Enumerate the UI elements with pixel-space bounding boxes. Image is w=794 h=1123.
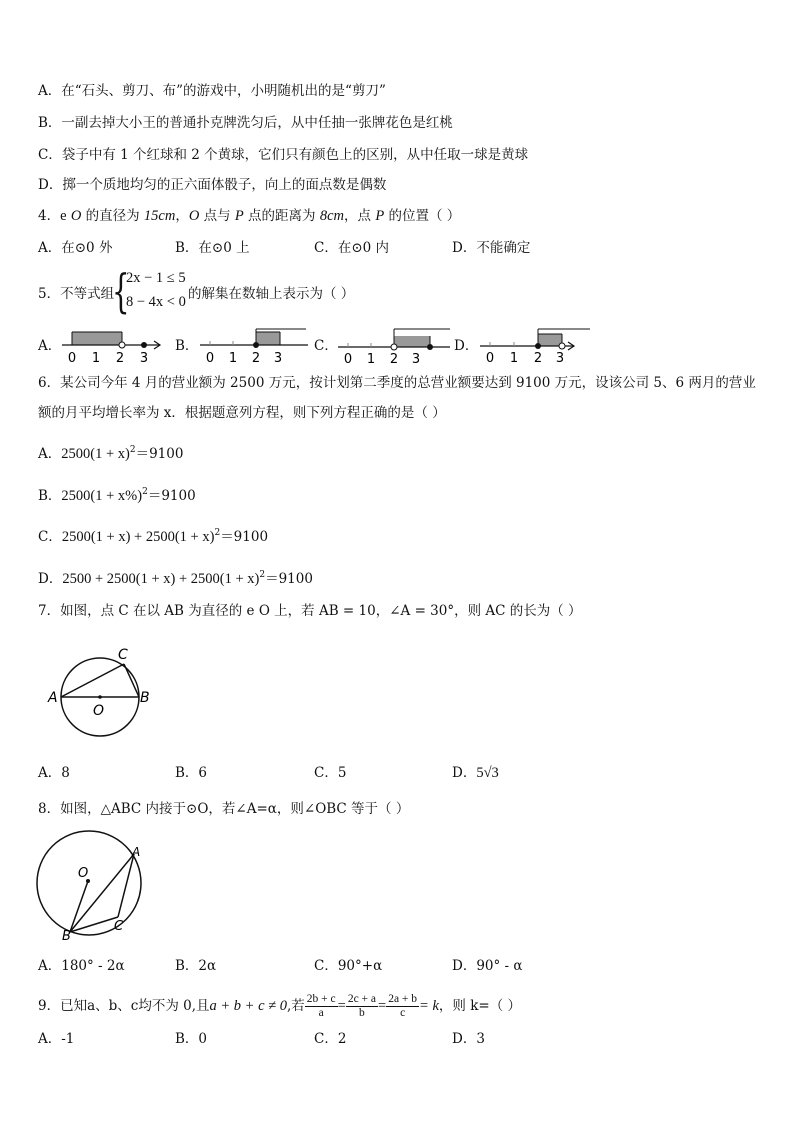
q6-option-c — [38, 523, 268, 547]
q6-option-d — [38, 565, 313, 589]
q8-option-a: A．180° - 2α — [38, 958, 125, 974]
q6-b-tail: ＝9100 — [147, 488, 196, 504]
q5-label-c: C． — [314, 338, 338, 354]
q8-radius-ob — [70, 881, 88, 932]
q5d-tick-2: 2 — [533, 351, 543, 366]
q8-label-c: C — [114, 919, 124, 934]
q9-eq-1: = — [337, 998, 346, 1014]
q7-option-b: B．6 — [175, 765, 208, 781]
q5d-open-point — [559, 343, 565, 349]
q9-f3-num: 2a + b — [388, 993, 418, 1005]
q5a-tick-0: 0 — [67, 351, 77, 366]
q9-option-a: A．-1 — [38, 1031, 75, 1047]
q5a-shaded-region — [72, 332, 122, 345]
q6-c-label: C． — [38, 529, 62, 545]
q6-b-label: B． — [38, 488, 62, 504]
q9-text-3: ，则 k=（ ） — [438, 998, 521, 1014]
q5b-tick-0: 0 — [205, 351, 215, 366]
q4-option-a: A．在⊙0 外 — [38, 240, 113, 256]
q5a-open-point — [119, 342, 125, 348]
q7-option-d — [452, 763, 499, 783]
q5d-shaded-region — [538, 334, 562, 346]
q5-numberline-c — [336, 322, 452, 366]
q8-label-b: B — [62, 929, 71, 944]
q7-figure — [40, 640, 166, 740]
q6-c-exp: 2 — [214, 528, 221, 538]
q6-a-expr: 2500(1 + x) — [61, 446, 130, 462]
q9-text-2: ,若 — [286, 998, 305, 1014]
q6-d-tail: ＝9100 — [265, 571, 313, 587]
q5-numberline-d — [478, 322, 594, 366]
q5c-tick-3: 3 — [411, 352, 421, 366]
q4-text-4: 点与 — [199, 208, 235, 224]
q9-f3-den: c — [400, 1007, 406, 1019]
q5a-tick-2: 2 — [115, 351, 125, 366]
q6-d-label: D． — [38, 571, 63, 587]
q6-a-label: A． — [38, 446, 62, 462]
q7-option-c: C．5 — [314, 765, 347, 781]
q4-text-6: ，点 — [344, 208, 376, 224]
q9-fraction-1 — [305, 993, 338, 1020]
q4-number: 4． — [38, 208, 61, 224]
q9-condition: a + b + c ≠ 0 — [209, 998, 287, 1014]
q9-option-d: D．3 — [452, 1031, 485, 1047]
q9-option-c: C．2 — [314, 1031, 347, 1047]
q7-label-b: B — [140, 690, 150, 706]
q8-label-o: O — [78, 866, 89, 881]
q4-p2: P — [375, 208, 385, 224]
q3-option-a: A．在“石头、剪刀、布”的游戏中，小明随机出的是“剪刀” — [38, 83, 386, 99]
q7-d-label: D． — [452, 765, 477, 781]
q5-label-d: D． — [454, 338, 479, 354]
q5c-tick-1: 1 — [366, 352, 376, 366]
q8-option-d: D．90° - α — [452, 958, 523, 974]
q5c-solid-point — [427, 344, 433, 350]
q5c-tick-0: 0 — [343, 352, 353, 366]
q7-label-c: C — [118, 647, 128, 663]
q9-fraction-2 — [346, 993, 378, 1020]
q5c-tick-2: 2 — [389, 352, 399, 366]
q8-circle — [37, 831, 141, 935]
q7-option-a: A．8 — [38, 765, 70, 781]
q6-a-tail: ＝9100 — [135, 446, 184, 462]
q5-ineq-2: 8 − 4x < 0 — [126, 294, 186, 310]
q5b-shaded-region — [256, 332, 280, 345]
q4-option-b: B．在⊙0 上 — [175, 240, 250, 256]
q6-a-exp: 2 — [129, 445, 136, 455]
q5a-tick-3: 3 — [139, 351, 149, 366]
q9-option-b: B．0 — [175, 1031, 208, 1047]
q5b-tick-1: 1 — [228, 351, 238, 366]
q9-stem — [38, 988, 521, 1024]
q5-brace: { — [112, 264, 130, 318]
q4-o2: O — [188, 208, 200, 224]
q5-label-b: B． — [175, 338, 199, 354]
q8-option-c: C．90°+α — [314, 958, 383, 974]
q6-d-exp: 2 — [259, 570, 266, 580]
q5d-tick-3: 3 — [555, 351, 565, 366]
q6-b-expr: 2500(1 + x%) — [61, 488, 143, 504]
q5-inequality-system — [112, 264, 192, 318]
q6-c-tail: ＝9100 — [220, 529, 269, 545]
q5b-tick-3: 3 — [273, 351, 283, 366]
q5c-shaded-region — [394, 336, 430, 347]
q7-label-o: O — [93, 703, 105, 719]
q4-p: P — [234, 208, 244, 224]
q8-figure — [36, 828, 146, 946]
q4-option-c: C．在⊙0 内 — [314, 240, 390, 256]
q5a-solid-point — [141, 342, 147, 348]
q6-stem-line-1: 6．某公司今年 4 月的营业额为 2500 万元，按计划第二季度的总营业额要达到 9100 万元，设该公司 5、6 两月的营业 — [38, 375, 756, 391]
q4-distance: 8cm — [319, 208, 345, 224]
q6-option-a — [38, 440, 183, 464]
q6-c-expr: 2500(1 + x) + 2500(1 + x) — [61, 529, 215, 545]
q7-center-point — [98, 695, 102, 699]
q7-chord-ac — [61, 664, 124, 697]
q5a-tick-1: 1 — [91, 351, 101, 366]
q5c-open-point — [391, 344, 397, 350]
q7-stem: 7．如图，点 C 在以 AB 为直径的 e O 上，若 AB = 10，∠A = 30°，则 AC 的长为（ ） — [38, 603, 582, 619]
q5-prefix: 5．不等式组 — [38, 286, 115, 302]
q3-option-d: D．掷一个质地均匀的正六面体骰子，向上的面点数是偶数 — [38, 177, 387, 193]
q5d-solid-point — [535, 343, 541, 349]
q5-label-a: A． — [38, 338, 62, 354]
q4-option-d: D．不能确定 — [452, 240, 531, 256]
q5d-tick-1: 1 — [509, 351, 519, 366]
q4-text-3: ， — [175, 208, 189, 224]
q7-d-value: 5√3 — [476, 765, 499, 781]
q7-chord-cb — [124, 664, 139, 697]
q5b-tick-2: 2 — [251, 351, 261, 366]
q8-label-a: A — [132, 845, 141, 859]
q5-suffix: 的解集在数轴上表示为（ ） — [188, 286, 355, 302]
q6-option-b — [38, 482, 196, 506]
q7-label-a: A — [48, 690, 58, 706]
q6-stem-line-2: 额的月平均增长率为 x．根据题意列方程，则下列方程正确的是（ ） — [38, 405, 446, 421]
q3-option-c: C．袋子中有 1 个红球和 2 个黄球，它们只有颜色上的区别，从中任取一球是黄球 — [38, 147, 529, 163]
q6-b-exp: 2 — [142, 487, 148, 497]
q6-d-expr: 2500 + 2500(1 + x) + 2500(1 + x) — [62, 571, 260, 587]
q4-diameter: 15cm — [143, 208, 176, 224]
q9-f2-den: b — [359, 1007, 365, 1019]
q5-numberline-a — [60, 322, 165, 366]
q9-f1-num: 2b + c — [306, 993, 336, 1005]
q5b-solid-point — [253, 342, 259, 348]
q4-circle-symbol: e — [60, 208, 67, 224]
q8-stem: 8．如图，△ABC 内接于⊙O，若∠A=α，则∠OBC 等于（ ） — [38, 801, 410, 817]
q9-eq-2: = — [378, 998, 387, 1014]
q8-option-b: B．2α — [175, 958, 217, 974]
q5d-tick-0: 0 — [485, 351, 495, 366]
q9-equals-k: = k — [419, 998, 439, 1014]
q4-text-2: 的直径为 — [81, 208, 144, 224]
q9-f2-num: 2c + a — [347, 993, 377, 1005]
q4-text-5: 点的距离为 — [243, 208, 320, 224]
q4-stem — [38, 206, 460, 226]
q9-text-1: 9．已知a、b、c均不为 0,且 — [38, 998, 210, 1014]
q4-text-7: 的位置（ ） — [384, 208, 461, 224]
q9-fraction-3 — [386, 993, 419, 1020]
q4-o: O — [70, 208, 82, 224]
q9-f1-den: a — [318, 1007, 324, 1019]
q5-numberline-b — [198, 322, 310, 366]
q3-option-b: B．一副去掉大小王的普通扑克牌洗匀后，从中任抽一张牌花色是红桃 — [38, 115, 453, 131]
q5-ineq-1: 2x − 1 ≤ 5 — [126, 270, 186, 286]
